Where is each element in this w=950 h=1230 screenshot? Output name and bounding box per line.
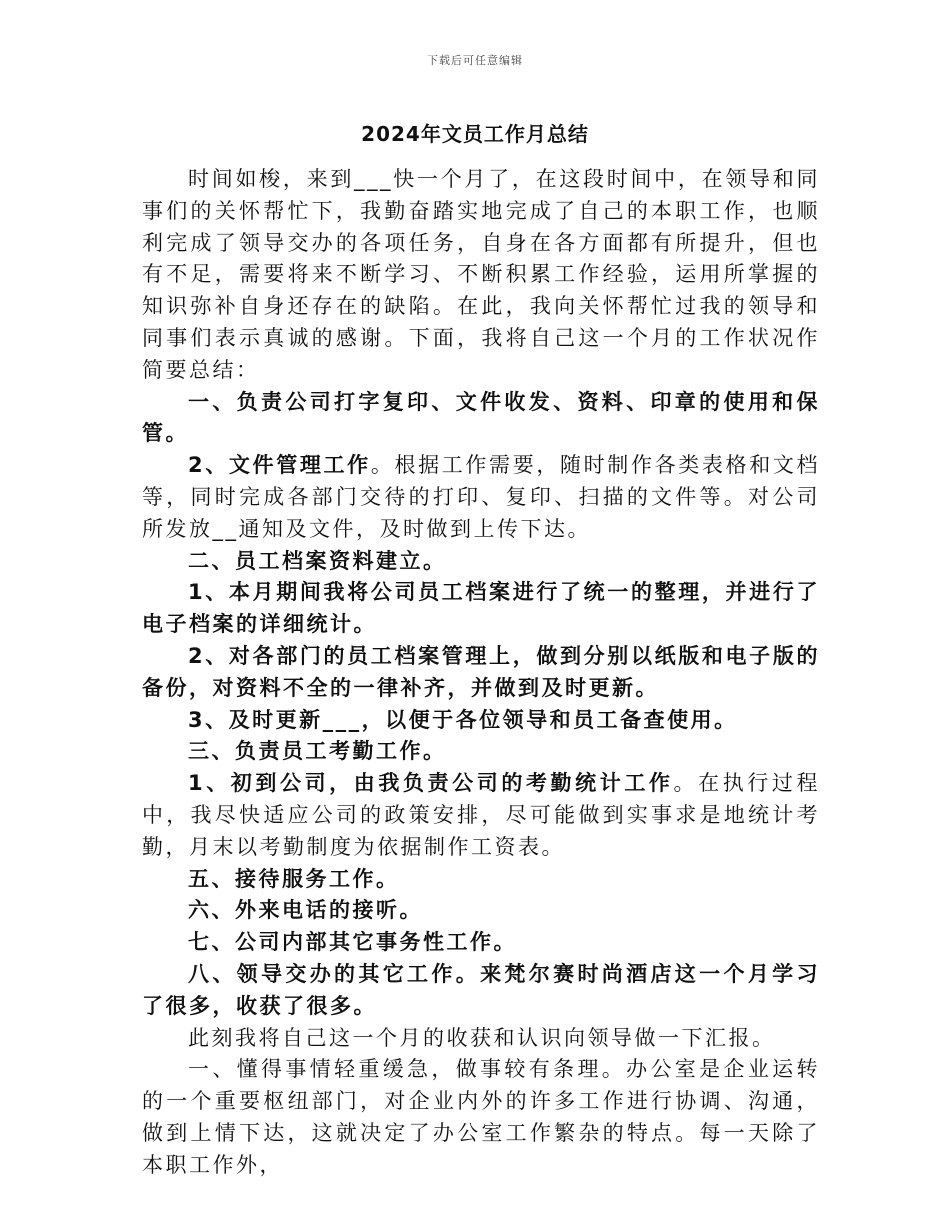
paragraph-text: 。在执行过程中，我尽快适应公司的政策安排，尽可能做到实事求是地统计考勤，月末以考勤制度为依据制作工资表。	[142, 771, 820, 859]
list-item	[142, 450, 820, 545]
section-heading	[142, 546, 820, 578]
section-heading	[142, 927, 820, 959]
document-body	[142, 164, 820, 1182]
paragraph-text: 此刻我将自己这一个月的收获和认识向领导做一下汇报。	[188, 1025, 776, 1050]
list-item	[142, 768, 820, 863]
paragraph-text: 七、公司内部其它事务性工作。	[188, 930, 517, 955]
section-heading	[142, 387, 820, 451]
page-header-note: 下载后可任意编辑	[427, 54, 523, 67]
paragraph-text: 2、对各部门的员工档案管理上，做到分别以纸版和电子版的备份，对资料不全的一律补齐，并做到及时更新。	[142, 643, 820, 700]
document-title: 2024年文员工作月总结	[361, 122, 589, 146]
paragraph-text: 三、负责员工考勤工作。	[188, 739, 447, 764]
paragraph-report-intro	[142, 1023, 820, 1055]
list-item-lead: 1、初到公司，由我负责公司的考勤统计工作	[188, 771, 674, 796]
paragraph-text: 五、接待服务工作。	[188, 866, 400, 891]
paragraph-report-point	[142, 1054, 820, 1181]
paragraph-text: 六、外来电话的接听。	[188, 898, 423, 923]
section-heading	[142, 959, 820, 1023]
list-item	[142, 705, 820, 737]
section-heading	[142, 864, 820, 896]
paragraph-text: 1、本月期间我将公司员工档案进行了统一的整理，并进行了电子档案的详细统计。	[142, 580, 820, 637]
paragraph-text: 二、员工档案资料建立。	[188, 548, 447, 573]
paragraph-text: 八、领导交办的其它工作。来梵尔赛时尚酒店这一个月学习了很多，收获了很多。	[142, 961, 820, 1018]
section-heading	[142, 895, 820, 927]
paragraph-text: 一、负责公司打字复印、文件收发、资料、印章的使用和保管。	[142, 389, 820, 446]
paragraph-text: 3、及时更新___，以便于各位领导和员工备查使用。	[188, 707, 738, 732]
paragraph-text: 一、懂得事情轻重缓急，做事较有条理。办公室是企业运转的一个重要枢纽部门，对企业内外的许多工作进行协调、沟通，做到上情下达，这就决定了办公室工作繁杂的特点。每一天除了本职工作外，	[142, 1057, 820, 1177]
list-item	[142, 641, 820, 705]
list-item	[142, 577, 820, 641]
paragraph-text: 。根据工作需要，随时制作各类表格和文档等，同时完成各部门交待的打印、复印、扫描的文件等。对公司所发放__通知及文件，及时做到上传下达。	[142, 453, 820, 541]
paragraph-intro	[142, 164, 820, 387]
section-heading	[142, 736, 820, 768]
paragraph-text: 时间如梭，来到___快一个月了，在这段时间中，在领导和同事们的关怀帮忙下，我勤奋踏实地完成了自己的本职工作，也顺利完成了领导交办的各项任务，自身在各方面都有所提升，但也有不足，需要将来不断学习、不断积累工作经验，运用所掌握的知识弥补自身还存在的缺陷。在此，我向关怀帮忙过我的领导和同事们表示真诚的感谢。下面，我将自己这一个月的工作状况作简要总结：	[142, 167, 820, 382]
list-item-lead: 2、文件管理工作	[188, 453, 371, 478]
